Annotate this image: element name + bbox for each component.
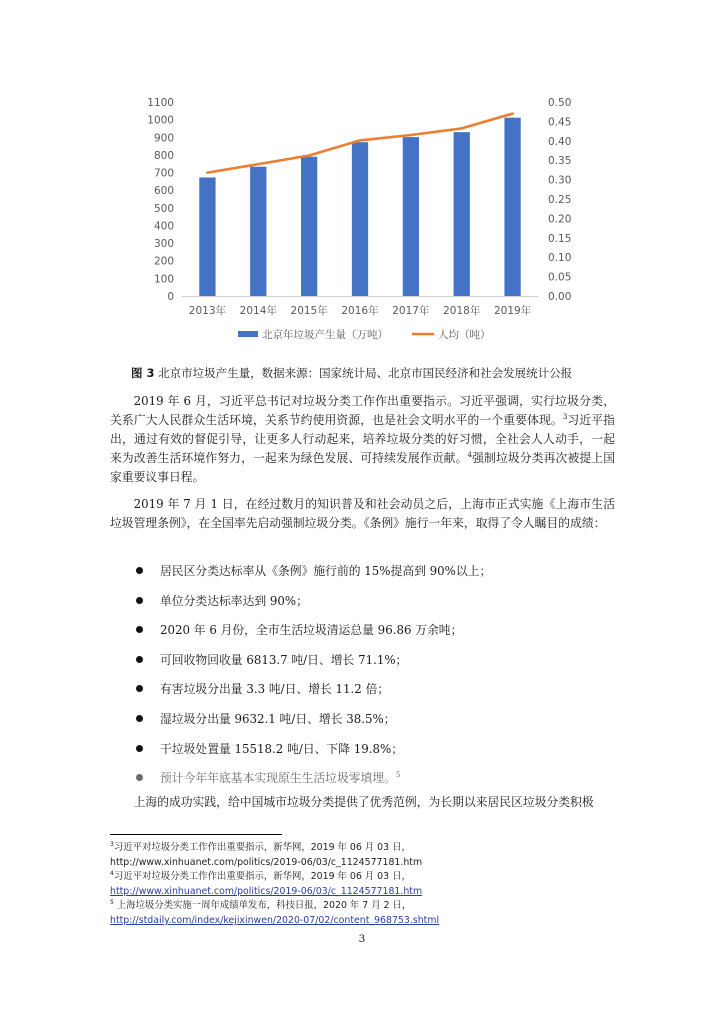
y-tick-label: 500 (153, 202, 174, 215)
paragraph-xi-instruction (110, 392, 615, 487)
y2-tick-label: 0.00 (548, 291, 572, 303)
list-item (110, 592, 615, 622)
x-tick-label: 2015年 (290, 305, 328, 317)
x-tick-label: 2014年 (239, 305, 277, 317)
list-item (110, 710, 615, 740)
figure-caption-text: 北京市垃圾产生量，数据来源：国家统计局、北京市国民经济和社会发展统计公报 (158, 366, 573, 380)
footnotes (110, 841, 630, 929)
legend-line-label: 人均（吨） (438, 329, 491, 341)
bar (199, 177, 215, 296)
list-item-text: 2020 年 6 月份，全市生活垃圾清运总量 96.86 万余吨； (160, 623, 463, 638)
y-tick-label: 1000 (147, 114, 174, 127)
figure-label: 图 3 (131, 366, 155, 380)
footnote-number: 4 (110, 870, 114, 878)
y2-tick-label: 0.30 (548, 174, 572, 187)
x-tick-label: 2017年 (392, 305, 430, 317)
y-tick-label: 200 (153, 255, 174, 268)
footnote-url: http://www.xinhuanet.com/politics/2019-06/03/c_1124577181.htm (110, 856, 423, 868)
bullet-icon (136, 715, 143, 722)
y-tick-label: 600 (153, 185, 174, 198)
list-item (110, 740, 615, 770)
footnote-3 (110, 841, 630, 870)
figure-caption (131, 365, 572, 381)
bar (301, 157, 317, 296)
bar (454, 132, 470, 296)
bar (403, 137, 419, 296)
footnote-text: 习近平对垃圾分类工作作出重要指示，新华网，2019 年 06 月 03 日， (113, 871, 411, 883)
y2-tick-label: 0.15 (548, 232, 572, 245)
footnote-text: 上海垃圾分类实施一周年成绩单发布，科技日报，2020 年 7 月 2 日， (113, 900, 412, 912)
bullet-icon (136, 567, 143, 574)
footnote-ref: 4 (467, 451, 472, 460)
x-tick-label: 2013年 (188, 305, 227, 317)
bar (250, 167, 266, 296)
paragraph-text: 上海的成功实践，给中国城市垃圾分类提供了优秀范例，为长期以来居民区垃圾分类积极 (133, 795, 594, 809)
footnote-5 (110, 899, 630, 928)
bullet-icon (136, 685, 143, 692)
x-tick-label: 2016年 (341, 305, 379, 317)
page-number: 3 (358, 933, 366, 945)
paragraph-shanghai-regulation (110, 495, 615, 533)
x-tick-label: 2019年 (493, 305, 532, 317)
bar (504, 118, 520, 296)
footnote-ref: 5 (395, 771, 401, 780)
footnote-divider (110, 834, 282, 835)
paragraph-conclusion (110, 793, 615, 812)
y2-tick-label: 0.40 (548, 135, 572, 148)
list-item-text: 有害垃圾分出量 3.3 吨/日、增长 11.2 倍； (160, 682, 390, 697)
x-tick-label: 2018年 (443, 305, 481, 317)
paragraph-text: 强制垃圾分类再次被提上国家重要议事日程。 (110, 451, 615, 484)
bullet-icon (136, 626, 143, 633)
paragraph-text: 习近平指出，通过有效的督促引导，让更多人行动起来，培养垃圾分类的好习惯，全社会人人动手，一起来为改善生活环境作努力，一起来为绿色发展、可持续发展作贡献。 (110, 413, 615, 465)
footnote-link[interactable]: http://stdaily.com/index/kejixinwen/2020-07/02/content_968753.shtml (110, 914, 440, 926)
list-item-text: 居民区分类达标率从《条例》施行前的 15%提高到 90%以上； (160, 564, 492, 578)
list-item-text: 单位分类达标率达到 90%； (160, 593, 308, 608)
list-item (110, 562, 615, 592)
footnote-text: 习近平对垃圾分类工作作出重要指示，新华网，2019 年 06 月 03 日， (113, 842, 411, 853)
bullet-icon (136, 656, 143, 663)
list-item-text: 可回收物回收量 6813.7 吨/日、增长 71.1%； (160, 652, 408, 667)
y-tick-label: 300 (153, 238, 174, 251)
footnote-ref: 3 (562, 413, 568, 422)
y2-tick-label: 0.25 (548, 194, 572, 206)
bullet-icon (136, 745, 143, 752)
list-item-text: 干垃圾处置量 15518.2 吨/日、下降 19.8%； (160, 741, 404, 756)
y2-tick-label: 0.50 (548, 97, 572, 109)
list-item-text: 预计今年年底基本实现原生生活垃圾零填埋。 (160, 771, 396, 786)
y-tick-label: 100 (153, 273, 174, 286)
footnote-link[interactable]: http://www.xinhuanet.com/politics/2019-06/03/c_1124577181.htm (110, 885, 423, 897)
y2-tick-label: 0.05 (548, 271, 572, 284)
list-item-text: 湿垃圾分出量 9632.1 吨/日、增长 38.5%； (160, 711, 396, 726)
list-item (110, 651, 615, 681)
bullet-icon (136, 774, 143, 781)
paragraph-text: 2019 年 6 月，习近平总书记对垃圾分类工作作出重要指示。习近平强调，实行垃圾分类，关系广大人民群众生活环境，关系节约使用资源，也是社会文明水平的一个重要体现。 (110, 394, 615, 427)
y-tick-label: 900 (153, 132, 174, 145)
y-tick-label: 400 (153, 220, 174, 233)
bar (352, 142, 368, 296)
y-tick-label: 700 (153, 167, 174, 180)
paragraph-text: 2019 年 7 月 1 日，在经过数月的知识普及和社会动员之后，上海市正式实施《上海市生活垃圾管理条例》，在全国率先启动强制垃圾分类。《条例》施行一年来，取得了令人瞩目的成绩： (110, 497, 615, 530)
footnote-number: 5 (110, 899, 114, 907)
y2-tick-label: 0.45 (548, 116, 572, 129)
legend-bar-label: 北京年垃圾产生量（万吨） (262, 329, 388, 341)
y2-tick-label: 0.10 (548, 252, 572, 265)
y-tick-label: 0 (167, 291, 174, 303)
y2-tick-label: 0.20 (548, 213, 572, 226)
garbage-chart (140, 88, 590, 350)
list-item (110, 621, 615, 651)
y2-tick-label: 0.35 (548, 155, 572, 168)
y-tick-label: 1100 (147, 97, 174, 109)
y-tick-label: 800 (153, 149, 174, 162)
list-item (110, 680, 615, 710)
legend-bar-swatch (238, 331, 258, 337)
footnote-4 (110, 870, 630, 899)
footnote-number: 3 (110, 840, 114, 848)
achievement-list (110, 562, 615, 799)
bullet-icon (136, 597, 143, 604)
